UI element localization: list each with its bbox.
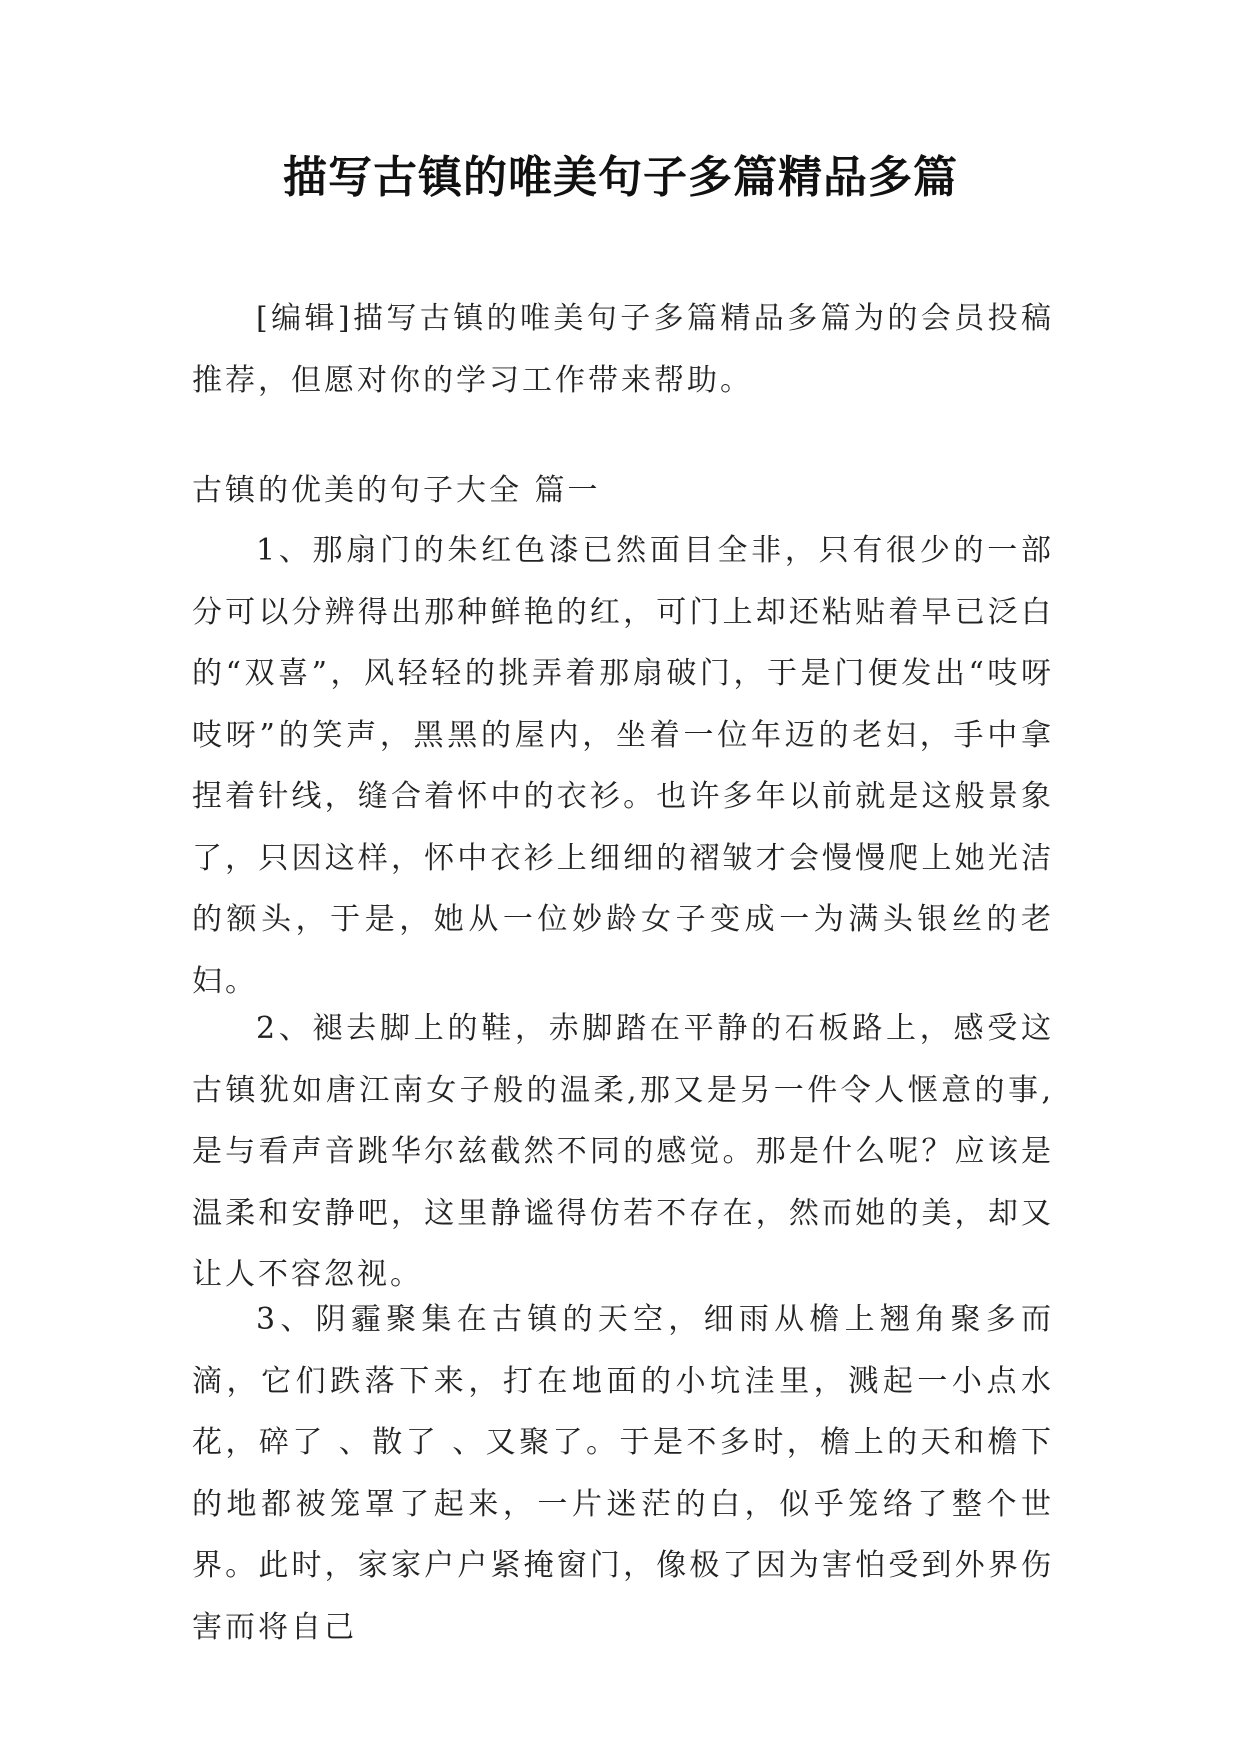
paragraph-3: 3、阴霾聚集在古镇的天空，细雨从檐上翘角聚多而滴，它们跌落下来，打在地面的小坑洼里，溅起一小点水花，碎了 、散了 、又聚了。于是不多时，檐上的天和檐下的地都被笼罩了起来，一片迷茫的白，似乎笼络了整个世界。此时，家家户户紧掩窗门，像极了因为害怕受到外界伤害而将自己: [192, 1302, 1054, 1645]
document-title: 描写古镇的唯美句子多篇精品多篇: [283, 152, 958, 203]
section-heading: 古镇的优美的句子大全 篇一: [192, 473, 601, 508]
paragraph-1: 1、那扇门的朱红色漆已然面目全非，只有很少的一部分可以分辨得出那种鲜艳的红，可门上却还粘贴着早已泛白的“双喜”，风轻轻的挑弄着那扇破门，于是门便发出“吱呀吱呀”的笑声，黑黑的屋内，坐着一位年迈的老妇，手中拿捏着针线，缝合着怀中的衣衫。也许多年以前就是这般景象了，只因这样，怀中衣衫上细细的褶皱才会慢慢爬上她光洁的额头，于是，她从一位妙龄女子变成一为满头银丝的老妇。: [192, 533, 1054, 999]
intro-paragraph: [编辑]描写古镇的唯美句子多篇精品多篇为的会员投稿推荐，但愿对你的学习工作带来帮助。: [192, 301, 1054, 398]
paragraph-2: 2、褪去脚上的鞋，赤脚踏在平静的石板路上，感受这古镇犹如唐江南女子般的温柔,那又是另一件令人惬意的事,是与看声音跳华尔兹截然不同的感觉。那是什么呢？应该是温柔和安静吧，这里静谧得仿若不存在，然而她的美，却又让人不容忽视。: [192, 1011, 1054, 1292]
